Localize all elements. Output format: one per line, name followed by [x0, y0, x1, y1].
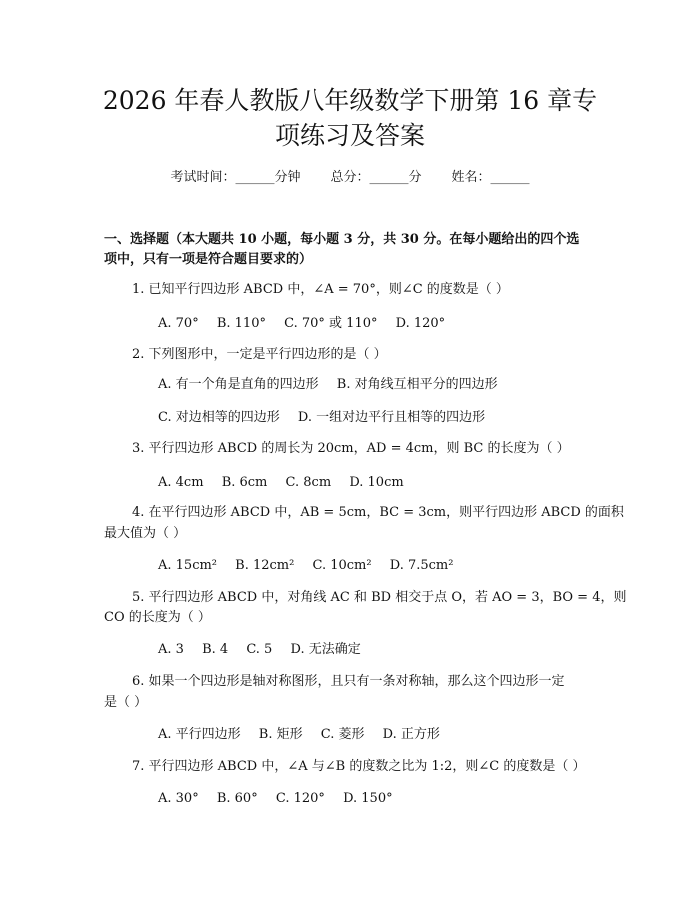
option-a: A. 平行四边形: [158, 727, 241, 742]
page-title-line-1: 2026 年春人教版八年级数学下册第 16 章专: [102, 86, 598, 115]
question-1-options: [158, 314, 459, 334]
question-5-options: [158, 640, 375, 660]
option-a: A. 70°: [158, 316, 199, 331]
exam-time-field: 考试时间：______分钟: [170, 170, 301, 185]
option-c: C. 120°: [275, 791, 325, 806]
total-score-field: 总分：______分: [330, 170, 422, 185]
option-b: B. 矩形: [258, 727, 303, 742]
option-a: A. 15cm²: [158, 558, 218, 573]
question-5-text-cont: CO 的长度为（ ）: [104, 610, 211, 625]
question-7-text: 7. 平行四边形 ABCD 中，∠A 与∠B 的度数之比为 1:2，则∠C 的度数是（ ）: [132, 759, 586, 774]
exam-info-row: [0, 168, 700, 188]
option-b: B. 对角线互相平分的四边形: [336, 377, 498, 392]
question-7-options: [158, 789, 407, 809]
question-6-text-cont: 是（ ）: [104, 695, 148, 710]
option-c: C. 5: [246, 642, 273, 657]
option-d: D. 一组对边平行且相等的四边形: [297, 410, 486, 425]
option-b: B. 110°: [216, 316, 266, 331]
option-d: D. 正方形: [382, 727, 440, 742]
option-b: B. 6cm: [221, 475, 268, 490]
section-heading-line-1: 一、选择题（本大题共 10 小题，每小题 3 分，共 30 分。在每小题给出的四个选: [104, 232, 580, 247]
option-a: A. 4cm: [158, 475, 204, 490]
question-2-text: 2. 下列图形中，一定是平行四边形的是（ ）: [132, 347, 387, 362]
option-d: D. 120°: [395, 316, 446, 331]
option-b: B. 4: [202, 642, 229, 657]
question-6-text: 6. 如果一个四边形是轴对称图形，且只有一条对称轴，那么这个四边形一定: [132, 674, 565, 689]
option-a: A. 3: [158, 642, 184, 657]
question-3-text: 3. 平行四边形 ABCD 的周长为 20cm，AD = 4cm，则 BC 的长度为（ ）: [132, 441, 570, 456]
question-4-text: 4. 在平行四边形 ABCD 中，AB = 5cm，BC = 3cm，则平行四边形 ABCD 的面积: [132, 505, 624, 520]
option-b: B. 12cm²: [235, 558, 295, 573]
page-title-line-2: 项练习及答案: [274, 121, 425, 150]
question-5-text: 5. 平行四边形 ABCD 中，对角线 AC 和 BD 相交于点 O，若 AO = 3，BO = 4，则: [132, 590, 627, 605]
question-4-options: [158, 556, 467, 576]
student-name-field: 姓名：______: [451, 170, 530, 185]
option-d: D. 7.5cm²: [389, 558, 454, 573]
question-3-options: [158, 473, 418, 493]
option-c: C. 对边相等的四边形: [158, 410, 280, 425]
option-b: B. 60°: [216, 791, 258, 806]
question-2-options-row-2: [158, 408, 499, 428]
option-c: C. 8cm: [285, 475, 332, 490]
question-1-text: 1. 已知平行四边形 ABCD 中，∠A = 70°，则∠C 的度数是（ ）: [132, 282, 509, 297]
question-6-options: [158, 725, 454, 745]
option-c: C. 10cm²: [312, 558, 372, 573]
option-a: A. 有一个角是直角的四边形: [158, 377, 319, 392]
option-d: D. 150°: [343, 791, 393, 806]
question-4-text-cont: 最大值为（ ）: [104, 526, 187, 541]
option-d: D. 无法确定: [290, 642, 361, 657]
question-2-options-row-1: [158, 375, 512, 395]
option-c: C. 菱形: [320, 727, 365, 742]
option-c: C. 70° 或 110°: [284, 316, 378, 331]
option-a: A. 30°: [158, 791, 199, 806]
section-heading-line-2: 项中，只有一项是符合题目要求的）: [104, 252, 313, 267]
option-d: D. 10cm: [349, 475, 404, 490]
